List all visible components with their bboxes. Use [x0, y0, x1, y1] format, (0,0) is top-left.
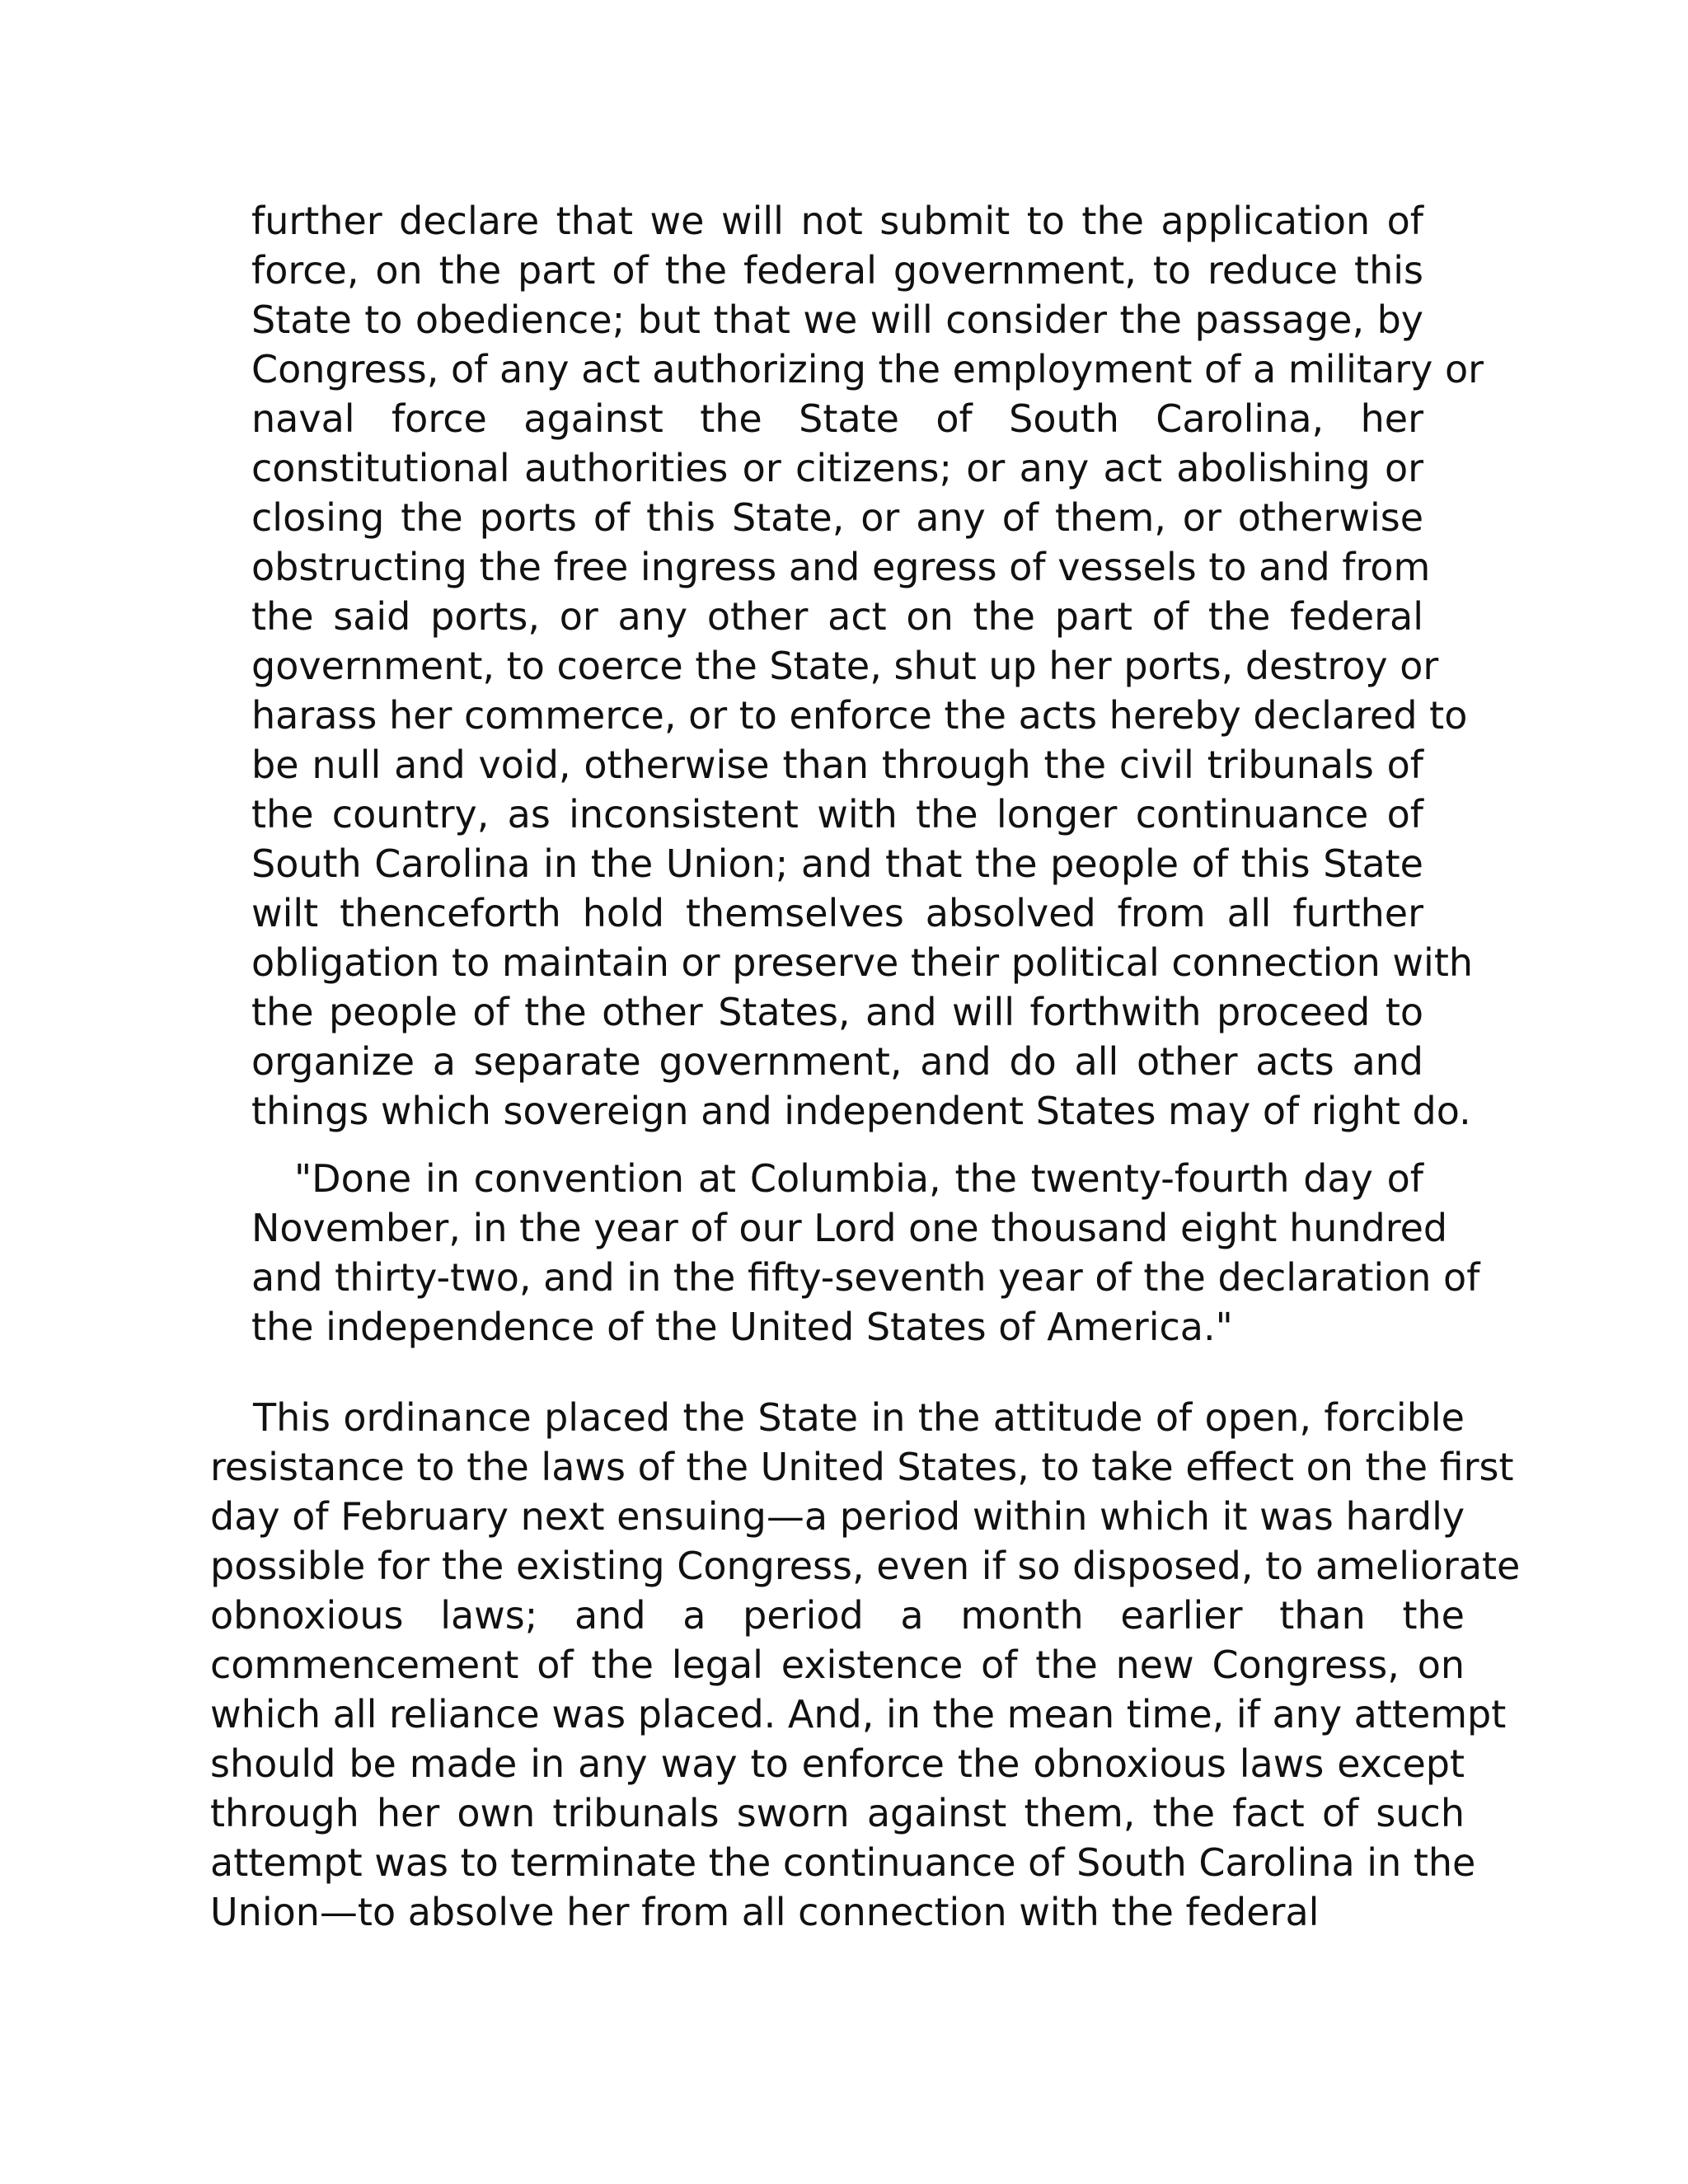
text-line: This ordinance placed the State in the attitude of open, forcible: [253, 1395, 1465, 1440]
commentary-text: [210, 1393, 1521, 1937]
text-line: the country, as inconsistent with the longer continuance of: [251, 792, 1423, 837]
text-line: "Done in convention at Columbia, the twenty-fourth day of: [294, 1156, 1423, 1201]
text-line: attempt was to terminate the continuance of South Carolina in the: [210, 1840, 1476, 1885]
text-line: government, to coerce the State, shut up her ports, destroy or: [251, 644, 1439, 688]
commentary-paragraph: [210, 1393, 1521, 1937]
text-line: South Carolina in the Union; and that the people of this State: [251, 841, 1423, 886]
text-line: naval force against the State of South Carolina, her: [251, 396, 1423, 441]
quoted-ordinance: [251, 196, 1484, 1352]
text-line: the said ports, or any other act on the part of the federal: [251, 594, 1423, 639]
text-line: Union—to absolve her from all connection with the federal: [210, 1890, 1320, 1934]
text-line: harass her commerce, or to enforce the acts hereby declared to: [251, 693, 1468, 738]
text-line: obstructing the free ingress and egress of vessels to and from: [251, 545, 1431, 589]
text-line: closing the ports of this State, or any of them, or otherwise: [251, 495, 1423, 540]
text-line: be null and void, otherwise than through the civil tribunals of: [251, 743, 1423, 787]
text-line: the people of the other States, and will forthwith proceed to: [251, 990, 1423, 1034]
paragraph-spacer: [251, 1136, 1423, 1154]
text-line: obligation to maintain or preserve their political connection with: [251, 940, 1474, 985]
text-line: day of February next ensuing—a period within which it was hardly: [210, 1494, 1465, 1539]
text-line: through her own tribunals sworn against them, the fact of such: [210, 1791, 1465, 1835]
text-line: force, on the part of the federal government, to reduce this: [251, 248, 1423, 293]
text-line: State to obedience; but that we will consider the passage, by: [251, 298, 1423, 342]
text-line: the independence of the United States of America.": [251, 1305, 1233, 1349]
text-line: constitutional authorities or citizens; or any act abolishing or: [251, 446, 1423, 490]
text-line: wilt thenceforth hold themselves absolved from all further: [251, 891, 1423, 935]
text-line: should be made in any way to enforce the obnoxious laws except: [210, 1741, 1465, 1786]
ordinance-paragraph: [251, 196, 1484, 1136]
text-line: possible for the existing Congress, even if so disposed, to ameliorate: [210, 1544, 1521, 1588]
text-line: things which sovereign and independent States may of right do.: [251, 1089, 1471, 1133]
text-line: obnoxious laws; and a period a month earlier than the: [210, 1593, 1465, 1638]
text-line: commencement of the legal existence of the new Congress, on: [210, 1643, 1465, 1687]
text-line: further declare that we will not submit to the application of: [251, 199, 1423, 243]
done-clause-paragraph: [251, 1154, 1480, 1352]
text-line: November, in the year of our Lord one thousand eight hundred: [251, 1206, 1448, 1250]
text-line: which all reliance was placed. And, in the mean time, if any attempt: [210, 1692, 1507, 1736]
text-line: Congress, of any act authorizing the employment of a military or: [251, 347, 1484, 391]
text-line: and thirty-two, and in the fifty-seventh year of the declaration of: [251, 1255, 1480, 1300]
text-line: resistance to the laws of the United States, to take effect on the first: [210, 1445, 1514, 1489]
text-line: organize a separate government, and do all other acts and: [251, 1039, 1423, 1084]
